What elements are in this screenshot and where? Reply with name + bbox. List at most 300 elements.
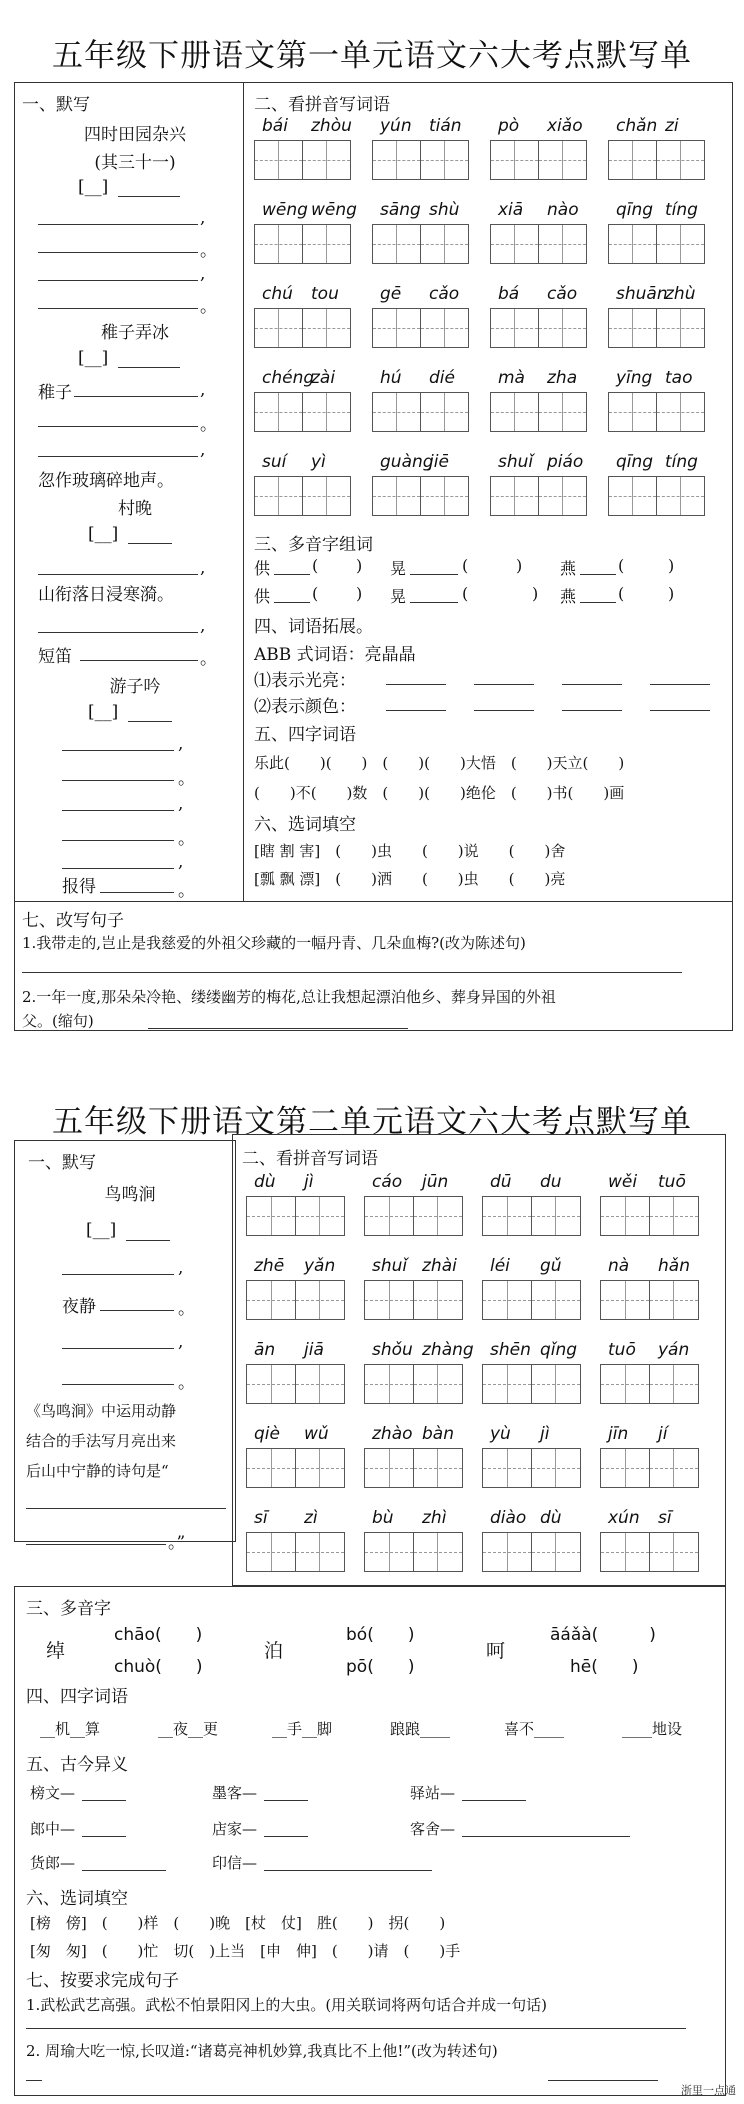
ancient-word: 店家— <box>212 1820 258 1838</box>
punct: 。 <box>178 1299 195 1319</box>
poem4-line-5[interactable] <box>62 868 174 869</box>
writing-cell[interactable] <box>364 1280 414 1320</box>
poem3-bracket: [__] <box>88 524 119 544</box>
writing-cell[interactable] <box>420 224 469 264</box>
writing-cell-pair[interactable] <box>246 1196 343 1236</box>
writing-cell-pair[interactable] <box>364 1196 461 1236</box>
writing-cell[interactable] <box>246 1532 296 1572</box>
pinyin-syllable: jiē <box>429 452 449 472</box>
punct: , <box>200 264 206 284</box>
writing-cell-pair[interactable] <box>254 308 349 348</box>
pinyin-syllable: cáo <box>372 1172 403 1192</box>
idiom-item[interactable]: __手__脚 <box>272 1720 333 1738</box>
writing-cell[interactable] <box>413 1448 463 1488</box>
writing-cell[interactable] <box>531 1280 581 1320</box>
poem-line-1[interactable] <box>62 1274 174 1275</box>
sheet1-sec3-heading: 三、多音字组词 <box>254 535 373 555</box>
writing-cell-pair[interactable] <box>246 1532 343 1572</box>
writing-cell-pair[interactable] <box>372 224 467 264</box>
choose-row-1[interactable]: [瞎 割 害] ( )虫 ( )说 ( )舍 <box>254 842 566 860</box>
pinyin-syllable: hǎn <box>658 1256 690 1276</box>
writing-cell-pair[interactable] <box>490 140 585 180</box>
writing-cell[interactable] <box>295 1448 345 1488</box>
abb-blank[interactable] <box>474 710 534 711</box>
pinyin-syllable: bá <box>498 284 520 304</box>
writing-cell-pair[interactable] <box>254 224 349 264</box>
poem2-line-1[interactable] <box>74 396 198 397</box>
writing-cell[interactable] <box>254 392 303 432</box>
abb-blank[interactable] <box>650 684 710 685</box>
sheet2-title: 五年级下册语文第二单元语文六大考点默写单 <box>52 1104 692 1140</box>
poem2-line4: 忽作玻璃碎地声。 <box>38 471 174 491</box>
ancient-blank[interactable] <box>264 1800 308 1801</box>
writing-cell[interactable] <box>649 1280 699 1320</box>
writing-cell[interactable] <box>608 140 657 180</box>
writing-cell[interactable] <box>420 308 469 348</box>
writing-cell[interactable] <box>531 1448 581 1488</box>
choose-row-2[interactable]: [匆 匆] ( )忙 切( )上当 [申 伸] ( )请 ( )手 <box>30 1942 461 1960</box>
poem4-line-1[interactable] <box>62 750 174 751</box>
writing-cell-pair[interactable] <box>608 308 703 348</box>
rewrite-q1: 1.我带走的,岂止是我慈爱的外祖父珍藏的一幅丹青、几朵血梅?(改为陈述句) <box>22 934 526 952</box>
polyphone-char: 呵 <box>486 1640 506 1662</box>
pinyin-syllable: zhù <box>665 284 696 304</box>
paren: ( <box>618 584 625 603</box>
pinyin-syllable: bù <box>372 1508 394 1528</box>
writing-cell[interactable] <box>649 1448 699 1488</box>
paren: ) <box>356 556 363 575</box>
writing-cell[interactable] <box>246 1280 296 1320</box>
writing-cell[interactable] <box>364 1364 414 1404</box>
poem3-line-3[interactable] <box>38 632 198 633</box>
punct: , <box>178 1258 184 1278</box>
blank[interactable] <box>580 602 616 603</box>
poem3-line-4[interactable] <box>80 660 198 661</box>
writing-cell[interactable] <box>420 140 469 180</box>
ancient-word: 货郎— <box>30 1854 76 1872</box>
poem4-bracket: [__] <box>88 702 119 722</box>
ancient-blank[interactable] <box>82 1870 166 1871</box>
pinyin-syllable: yì <box>311 452 326 472</box>
complete-q2-answer[interactable] <box>548 2080 658 2081</box>
pinyin-syllable: cǎo <box>429 284 460 304</box>
writing-cell-pair[interactable] <box>246 1364 343 1404</box>
writing-cell-pair[interactable] <box>246 1448 343 1488</box>
idiom-item[interactable]: __夜__更 <box>158 1720 219 1738</box>
poem-question-2: 结合的手法写月亮出来 <box>26 1432 177 1450</box>
punct: 。 <box>200 297 217 317</box>
writing-cell[interactable] <box>364 1448 414 1488</box>
pinyin-syllable: xún <box>608 1508 640 1528</box>
poem-answer-line-1[interactable] <box>26 1508 226 1509</box>
polyphone-char: 燕 <box>560 559 577 578</box>
writing-cell-pair[interactable] <box>608 140 703 180</box>
pinyin-syllable: sī <box>658 1508 672 1528</box>
writing-cell[interactable] <box>490 308 539 348</box>
pinyin-syllable: dù <box>540 1508 562 1528</box>
rewrite-q2: 2.一年一度,那朵朵冷艳、缕缕幽芳的梅花,总让我想起漂泊他乡、葬身异国的外祖 <box>22 988 556 1006</box>
writing-cell[interactable] <box>246 1196 296 1236</box>
writing-cell[interactable] <box>295 1532 345 1572</box>
poem1-bracket: [__] <box>78 177 109 197</box>
writing-cell[interactable] <box>600 1364 650 1404</box>
writing-cell-pair[interactable] <box>600 1280 697 1320</box>
writing-cell[interactable] <box>649 1196 699 1236</box>
abb-blank[interactable] <box>386 710 446 711</box>
ancient-word: 郎中— <box>30 1820 76 1838</box>
ancient-blank[interactable] <box>82 1836 126 1837</box>
writing-cell-pair[interactable] <box>482 1448 579 1488</box>
writing-cell[interactable] <box>302 308 351 348</box>
polyphone-reading[interactable]: bó( ) <box>346 1625 415 1645</box>
ancient-blank[interactable] <box>462 1836 630 1837</box>
complete-q1-answer[interactable] <box>26 2028 686 2029</box>
writing-cell[interactable] <box>531 1196 581 1236</box>
poem-question-3: 后山中宁静的诗句是“ <box>26 1462 169 1480</box>
complete-q1: 1.武松武艺高强。武松不怕景阳冈上的大虫。(用关联词将两句话合并成一句话) <box>26 1996 548 2014</box>
watermark-label: 浙里一点通 <box>681 2084 736 2097</box>
sheet2-sec5-heading: 五、古今异义 <box>26 1755 128 1775</box>
poem-bracket: [__] <box>86 1220 117 1240</box>
ancient-blank[interactable] <box>462 1800 526 1801</box>
sheet2-sec4-heading: 四、四字词语 <box>26 1687 128 1707</box>
writing-cell[interactable] <box>295 1364 345 1404</box>
idiom-item[interactable]: 踉踉____ <box>390 1720 451 1738</box>
sheet1-sec7-heading: 七、改写句子 <box>22 911 124 931</box>
abb-blank[interactable] <box>562 684 622 685</box>
poem2-line-3[interactable] <box>38 456 198 457</box>
blank[interactable] <box>274 574 310 575</box>
polyphone-char: 晃 <box>390 559 407 578</box>
pinyin-syllable: jì <box>540 1424 550 1444</box>
idiom-row-1[interactable]: 乐此( )( ) ( )( )大悟 ( )天立( ) <box>254 754 625 772</box>
writing-cell[interactable] <box>482 1448 532 1488</box>
writing-cell[interactable] <box>600 1448 650 1488</box>
paren: ) <box>668 556 675 575</box>
sheet1-title: 五年级下册语文第一单元语文六大考点默写单 <box>52 38 692 74</box>
writing-cell[interactable] <box>372 308 421 348</box>
writing-cell[interactable] <box>420 392 469 432</box>
ancient-word: 客舍— <box>410 1820 456 1838</box>
writing-cell[interactable] <box>372 476 421 516</box>
poem4-line-2[interactable] <box>62 780 174 781</box>
pinyin-syllable: dù <box>254 1172 276 1192</box>
writing-cell[interactable] <box>254 308 303 348</box>
pinyin-syllable: zi <box>665 116 679 136</box>
writing-cell[interactable] <box>538 140 587 180</box>
poem3-line4-start: 短笛 <box>38 647 72 667</box>
pinyin-syllable: shǒu <box>372 1340 413 1360</box>
writing-cell[interactable] <box>538 224 587 264</box>
ancient-word: 印信— <box>212 1854 258 1872</box>
writing-cell[interactable] <box>295 1196 345 1236</box>
writing-cell[interactable] <box>295 1280 345 1320</box>
pinyin-syllable: jīn <box>608 1424 629 1444</box>
writing-cell-pair[interactable] <box>372 392 467 432</box>
abb-blank[interactable] <box>650 710 710 711</box>
writing-cell-pair[interactable] <box>600 1196 697 1236</box>
writing-cell-pair[interactable] <box>364 1532 461 1572</box>
poem3-line-1[interactable] <box>38 574 198 575</box>
writing-cell[interactable] <box>254 476 303 516</box>
poem1-line-4[interactable] <box>38 308 198 309</box>
writing-cell[interactable] <box>372 140 421 180</box>
writing-cell-pair[interactable] <box>490 392 585 432</box>
pinyin-syllable: wěi <box>608 1172 638 1192</box>
pinyin-syllable: tou <box>311 284 339 304</box>
choose-row-1[interactable]: [榜 傍] ( )样 ( )晚 [杖 仗] 胜( ) 拐( ) <box>30 1914 446 1932</box>
ancient-word: 墨客— <box>212 1784 258 1802</box>
poem-question-end: 。” <box>168 1533 186 1553</box>
writing-cell[interactable] <box>420 476 469 516</box>
writing-cell[interactable] <box>490 392 539 432</box>
writing-cell-pair[interactable] <box>490 308 585 348</box>
pinyin-syllable: du <box>540 1172 562 1192</box>
pinyin-syllable: mà <box>498 368 525 388</box>
paren: ( <box>312 584 319 603</box>
writing-cell-pair[interactable] <box>372 308 467 348</box>
writing-cell[interactable] <box>600 1280 650 1320</box>
writing-cell-pair[interactable] <box>608 476 703 516</box>
polyphone-reading[interactable]: āáǎà( ) <box>550 1625 656 1645</box>
paren: ) <box>516 556 523 575</box>
writing-cell[interactable] <box>490 140 539 180</box>
writing-cell-pair[interactable] <box>600 1364 697 1404</box>
writing-cell-pair[interactable] <box>482 1280 579 1320</box>
poem4-last-start: 报得 <box>62 877 96 897</box>
writing-cell[interactable] <box>372 224 421 264</box>
writing-cell[interactable] <box>302 476 351 516</box>
writing-cell-pair[interactable] <box>254 140 349 180</box>
writing-cell-pair[interactable] <box>254 392 349 432</box>
pinyin-syllable: suí <box>262 452 287 472</box>
writing-cell[interactable] <box>538 308 587 348</box>
pinyin-syllable: zhòu <box>311 116 352 136</box>
writing-cell-pair[interactable] <box>246 1280 343 1320</box>
writing-cell[interactable] <box>482 1364 532 1404</box>
writing-cell-pair[interactable] <box>490 224 585 264</box>
ancient-blank[interactable] <box>264 1836 308 1837</box>
polyphone-reading[interactable]: hē( ) <box>570 1657 639 1677</box>
writing-cell[interactable] <box>302 392 351 432</box>
pinyin-syllable: wēng <box>262 200 308 220</box>
pinyin-syllable: zhào <box>372 1424 413 1444</box>
pinyin-syllable: yán <box>658 1340 690 1360</box>
pinyin-syllable: zha <box>547 368 578 388</box>
abb-blank[interactable] <box>562 710 622 711</box>
writing-cell[interactable] <box>490 224 539 264</box>
pinyin-syllable: qīng <box>616 452 654 472</box>
ancient-word: 榜文— <box>30 1784 76 1802</box>
writing-cell[interactable] <box>656 308 705 348</box>
pinyin-syllable: jì <box>304 1172 314 1192</box>
writing-cell[interactable] <box>372 392 421 432</box>
writing-cell[interactable] <box>656 140 705 180</box>
idiom-item[interactable]: ____地设 <box>622 1720 683 1738</box>
poem2-bracket: [__] <box>78 348 109 368</box>
writing-cell[interactable] <box>538 476 587 516</box>
writing-cell[interactable] <box>246 1364 296 1404</box>
poem4-line-3[interactable] <box>62 810 174 811</box>
poem4-line-4[interactable] <box>62 840 174 841</box>
poem-line-4[interactable] <box>62 1384 174 1385</box>
poem2-title: 稚子弄冰 <box>101 323 169 343</box>
paren: ( <box>618 556 625 575</box>
ancient-blank[interactable] <box>82 1800 126 1801</box>
poem-answer-line-2[interactable] <box>26 1544 166 1545</box>
sheet1-sec2-heading: 二、看拼音写词语 <box>254 95 390 115</box>
abb-blank[interactable] <box>386 684 446 685</box>
poem-line2-start: 夜静 <box>62 1297 96 1317</box>
writing-cell[interactable] <box>482 1532 532 1572</box>
polyphone-char: 燕 <box>560 587 577 606</box>
polyphone-reading[interactable]: pō( ) <box>346 1657 415 1677</box>
writing-cell[interactable] <box>608 392 657 432</box>
writing-cell[interactable] <box>364 1196 414 1236</box>
writing-cell[interactable] <box>413 1196 463 1236</box>
blank[interactable] <box>410 574 458 575</box>
writing-cell[interactable] <box>413 1280 463 1320</box>
ancient-blank[interactable] <box>264 1870 432 1871</box>
poem2-line1-start: 稚子 <box>38 383 72 403</box>
rewrite-q1-answer[interactable] <box>22 972 682 973</box>
abb-color: ⑵表示颜色： <box>254 697 356 717</box>
pinyin-syllable: tíng <box>665 200 698 220</box>
poem3-author-line[interactable] <box>128 543 172 544</box>
writing-cell[interactable] <box>302 224 351 264</box>
writing-cell[interactable] <box>656 224 705 264</box>
poem2-line-2[interactable] <box>38 426 198 427</box>
pinyin-syllable: diào <box>490 1508 527 1528</box>
writing-cell[interactable] <box>490 476 539 516</box>
writing-cell[interactable] <box>531 1532 581 1572</box>
writing-cell[interactable] <box>413 1532 463 1572</box>
complete-q2-answer-start[interactable] <box>26 2080 42 2081</box>
pinyin-syllable: dié <box>429 368 455 388</box>
writing-cell[interactable] <box>656 476 705 516</box>
punct: , <box>200 616 206 636</box>
writing-cell[interactable] <box>600 1196 650 1236</box>
poem-question-1: 《鸟鸣涧》中运用动静 <box>26 1402 177 1420</box>
writing-cell[interactable] <box>649 1532 699 1572</box>
idiom-item[interactable]: 喜不____ <box>504 1720 565 1738</box>
pinyin-syllable: gǔ <box>540 1256 562 1276</box>
writing-cell[interactable] <box>649 1364 699 1404</box>
writing-cell[interactable] <box>531 1364 581 1404</box>
pinyin-syllable: bàn <box>422 1424 454 1444</box>
sheet1-sec5-heading: 五、四字词语 <box>254 725 356 745</box>
poem1-line-3[interactable] <box>38 280 198 281</box>
poem-line-2[interactable] <box>100 1310 174 1311</box>
pinyin-syllable: shuǐ <box>372 1256 408 1276</box>
punct: 。 <box>200 649 217 669</box>
writing-cell-pair[interactable] <box>482 1364 579 1404</box>
writing-cell[interactable] <box>254 224 303 264</box>
writing-cell-pair[interactable] <box>490 476 585 516</box>
pinyin-syllable: shuǐ <box>498 452 534 472</box>
sheet2-sec6-heading: 六、选词填空 <box>26 1889 128 1909</box>
paren: ( <box>312 556 319 575</box>
polyphone-reading[interactable]: chāo( ) <box>114 1625 203 1645</box>
pinyin-syllable: guàng <box>380 452 434 472</box>
punct: , <box>178 734 184 754</box>
writing-cell[interactable] <box>482 1196 532 1236</box>
writing-cell[interactable] <box>302 140 351 180</box>
writing-cell[interactable] <box>600 1532 650 1572</box>
writing-cell[interactable] <box>608 224 657 264</box>
poem1-line-1[interactable] <box>38 224 198 225</box>
writing-cell-pair[interactable] <box>608 392 703 432</box>
pinyin-syllable: wǔ <box>304 1424 329 1444</box>
punct: , <box>200 440 206 460</box>
poem3-line2: 山衔落日浸寒漪。 <box>38 585 174 605</box>
pinyin-syllable: xiā <box>498 200 524 220</box>
poem1-author-line[interactable] <box>118 196 180 197</box>
writing-cell-pair[interactable] <box>254 476 349 516</box>
writing-cell[interactable] <box>538 392 587 432</box>
poem2-author-line[interactable] <box>118 367 180 368</box>
writing-cell[interactable] <box>608 476 657 516</box>
writing-cell-pair[interactable] <box>372 476 467 516</box>
writing-cell-pair[interactable] <box>364 1364 461 1404</box>
blank[interactable] <box>274 602 310 603</box>
punct: 。 <box>178 881 195 901</box>
pinyin-syllable: bái <box>262 116 288 136</box>
writing-cell[interactable] <box>656 392 705 432</box>
idiom-item[interactable]: __机__算 <box>40 1720 101 1738</box>
writing-cell[interactable] <box>364 1532 414 1572</box>
abb-example: ABB 式词语：亮晶晶 <box>254 645 416 665</box>
writing-cell[interactable] <box>608 308 657 348</box>
choose-row-2[interactable]: [瓢 飘 漂] ( )洒 ( )虫 ( )亮 <box>254 870 566 888</box>
paren: ) <box>356 584 363 603</box>
poem4-author-line[interactable] <box>128 721 172 722</box>
writing-cell-pair[interactable] <box>608 224 703 264</box>
pinyin-syllable: zhài <box>422 1256 457 1276</box>
sheet2-sec2-heading: 二、看拼音写词语 <box>242 1149 378 1169</box>
writing-cell-pair[interactable] <box>364 1448 461 1488</box>
pinyin-syllable: zài <box>311 368 336 388</box>
blank[interactable] <box>580 574 616 575</box>
poem1-line-2[interactable] <box>38 252 198 253</box>
polyphone-reading[interactable]: chuò( ) <box>114 1657 203 1677</box>
writing-cell-pair[interactable] <box>372 140 467 180</box>
abb-blank[interactable] <box>474 684 534 685</box>
poem3-title: 村晚 <box>118 499 152 519</box>
writing-cell[interactable] <box>254 140 303 180</box>
idiom-row-2[interactable]: ( )不( )数 ( )( )绝伦 ( )书( )画 <box>254 784 625 802</box>
blank[interactable] <box>410 602 458 603</box>
writing-cell-pair[interactable] <box>600 1532 697 1572</box>
poem4-line-6[interactable] <box>100 892 174 893</box>
rewrite-q2-answer[interactable] <box>148 1028 408 1029</box>
writing-cell-pair[interactable] <box>482 1532 579 1572</box>
writing-cell-pair[interactable] <box>482 1196 579 1236</box>
writing-cell[interactable] <box>482 1280 532 1320</box>
punct: 。 <box>200 241 217 261</box>
polyphone-char: 晃 <box>390 587 407 606</box>
sheet2-sec7-heading: 七、按要求完成句子 <box>26 1971 179 1991</box>
complete-q2: 2. 周瑜大吃一惊,长叹道:“诸葛亮神机妙算,我真比不上他!”(改为转述句) <box>26 2042 498 2060</box>
pinyin-syllable: tuō <box>608 1340 636 1360</box>
poem-line-3[interactable] <box>62 1348 174 1349</box>
writing-cell[interactable] <box>413 1364 463 1404</box>
pinyin-syllable: zhē <box>254 1256 285 1276</box>
writing-cell[interactable] <box>246 1448 296 1488</box>
writing-cell-pair[interactable] <box>364 1280 461 1320</box>
author-line[interactable] <box>126 1240 170 1241</box>
writing-cell-pair[interactable] <box>600 1448 697 1488</box>
